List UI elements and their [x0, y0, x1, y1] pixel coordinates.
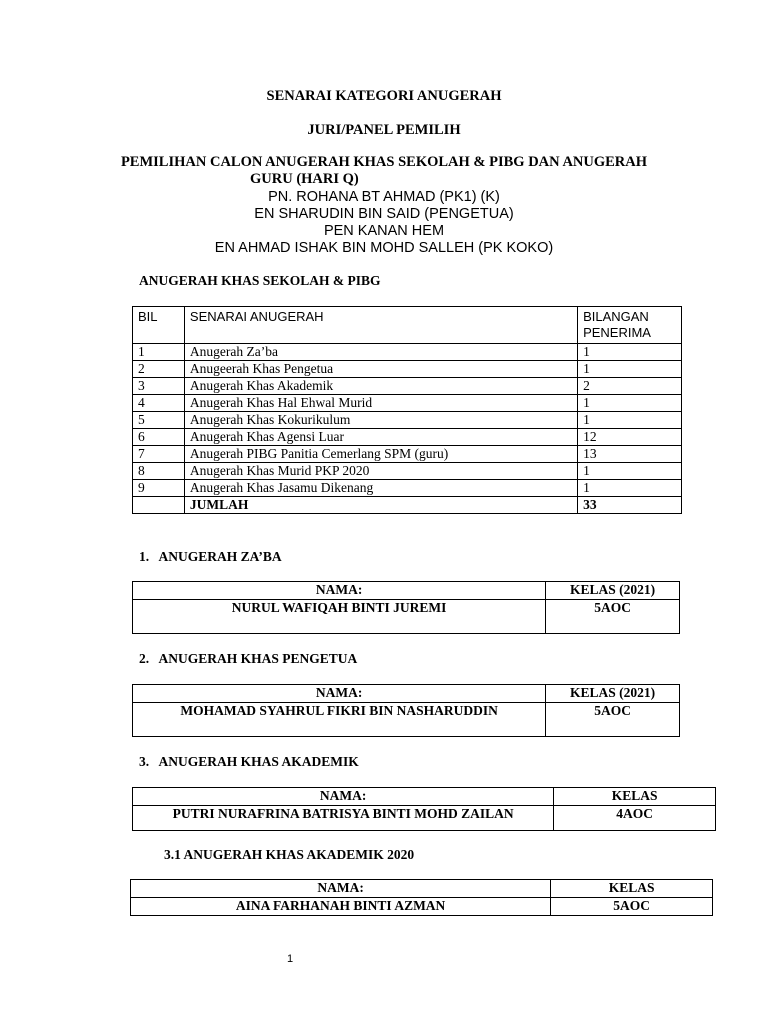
award-heading: [164, 847, 414, 863]
row-number: 7: [133, 446, 185, 463]
row-number: 4: [133, 395, 185, 412]
panel-member: PN. ROHANA BT AHMAD (PK1) (K): [268, 189, 500, 205]
table-row: [133, 395, 682, 412]
award-name: Anugerah Khas Kokurikulum: [184, 412, 577, 429]
panel-member: EN AHMAD ISHAK BIN MOHD SALLEH (PK KOKO): [214, 240, 554, 256]
award-name: Anugeerah Khas Pengetua: [184, 361, 577, 378]
row-number: 5: [133, 412, 185, 429]
name-header: NAMA:: [131, 880, 551, 898]
award-recipient-table: [132, 581, 680, 634]
award-number: 3.1: [164, 847, 181, 862]
award-heading: [139, 754, 359, 770]
award-title: ANUGERAH ZA’BA: [158, 549, 282, 564]
recipient-count: 2: [578, 378, 682, 395]
award-summary-table: [132, 306, 682, 514]
award-recipient-table: [132, 684, 680, 737]
table-row: [133, 480, 682, 497]
award-number: 1.: [139, 549, 150, 564]
recipient-class: 5AOC: [546, 703, 680, 737]
table-row: [133, 446, 682, 463]
award-recipient-table: [132, 787, 716, 831]
award-name: Anugerah Khas Jasamu Dikenang: [184, 480, 577, 497]
table-header-row: [133, 307, 682, 344]
award-title: ANUGERAH KHAS PENGETUA: [158, 651, 358, 666]
award-name: Anugerah Khas Hal Ehwal Murid: [184, 395, 577, 412]
row-number: 9: [133, 480, 185, 497]
award-heading: [139, 651, 357, 667]
row-number: 8: [133, 463, 185, 480]
award-title: ANUGERAH KHAS AKADEMIK 2020: [183, 847, 415, 862]
recipient-count: 12: [578, 429, 682, 446]
class-header: KELAS (2021): [546, 582, 680, 600]
award-recipient-table: [130, 879, 713, 916]
panel-member: EN SHARUDIN BIN SAID (PENGETUA): [254, 206, 514, 222]
selection-heading-line2: GURU (HARI Q): [250, 171, 359, 187]
panel-member: PEN KANAN HEM: [323, 223, 445, 239]
recipient-count: 1: [578, 395, 682, 412]
document-subtitle: JURI/PANEL PEMILIH: [307, 122, 461, 138]
table-row: [133, 412, 682, 429]
class-header: KELAS: [551, 880, 713, 898]
recipient-class: 5AOC: [551, 898, 713, 916]
total-label: JUMLAH: [184, 497, 577, 514]
class-header: KELAS (2021): [546, 685, 680, 703]
recipient-count: 1: [578, 480, 682, 497]
recipient-class: 4AOC: [554, 806, 716, 831]
recipient-name: MOHAMAD SYAHRUL FIKRI BIN NASHARUDDIN: [133, 703, 546, 737]
recipient-count: 1: [578, 344, 682, 361]
name-header: NAMA:: [133, 582, 546, 600]
award-name: Anugerah Khas Murid PKP 2020: [184, 463, 577, 480]
recipient-name: NURUL WAFIQAH BINTI JUREMI: [133, 600, 546, 634]
name-header: NAMA:: [133, 788, 554, 806]
column-header-bilangan: BILANGAN PENERIMA: [578, 307, 682, 344]
table-row: [133, 344, 682, 361]
recipient-count: 13: [578, 446, 682, 463]
column-header-senarai: SENARAI ANUGERAH: [184, 307, 577, 344]
award-title: ANUGERAH KHAS AKADEMIK: [158, 754, 359, 769]
document-title: SENARAI KATEGORI ANUGERAH: [266, 88, 502, 104]
recipient-count: 1: [578, 463, 682, 480]
total-empty-cell: [133, 497, 185, 514]
award-heading: [139, 549, 282, 565]
table-total-row: [133, 497, 682, 514]
award-name: Anugerah PIBG Panitia Cemerlang SPM (guru): [184, 446, 577, 463]
row-number: 2: [133, 361, 185, 378]
total-value: 33: [578, 497, 682, 514]
section-heading: ANUGERAH KHAS SEKOLAH & PIBG: [139, 273, 381, 288]
column-header-bil: BIL: [133, 307, 185, 344]
row-number: 6: [133, 429, 185, 446]
table-row: [133, 429, 682, 446]
selection-heading-line1: PEMILIHAN CALON ANUGERAH KHAS SEKOLAH & PIBG DAN ANUGERAH: [120, 154, 648, 170]
award-name: Anugerah Khas Akademik: [184, 378, 577, 395]
award-name: Anugerah Khas Agensi Luar: [184, 429, 577, 446]
recipient-class: 5AOC: [546, 600, 680, 634]
award-number: 3.: [139, 754, 150, 769]
row-number: 1: [133, 344, 185, 361]
recipient-name: AINA FARHANAH BINTI AZMAN: [131, 898, 551, 916]
recipient-name: PUTRI NURAFRINA BATRISYA BINTI MOHD ZAILAN: [133, 806, 554, 831]
name-header: NAMA:: [133, 685, 546, 703]
recipient-count: 1: [578, 361, 682, 378]
table-row: [133, 463, 682, 480]
class-header: KELAS: [554, 788, 716, 806]
recipient-count: 1: [578, 412, 682, 429]
table-row: [133, 378, 682, 395]
award-name: Anugerah Za’ba: [184, 344, 577, 361]
award-number: 2.: [139, 651, 150, 666]
page-number: 1: [287, 953, 294, 965]
row-number: 3: [133, 378, 185, 395]
table-row: [133, 361, 682, 378]
